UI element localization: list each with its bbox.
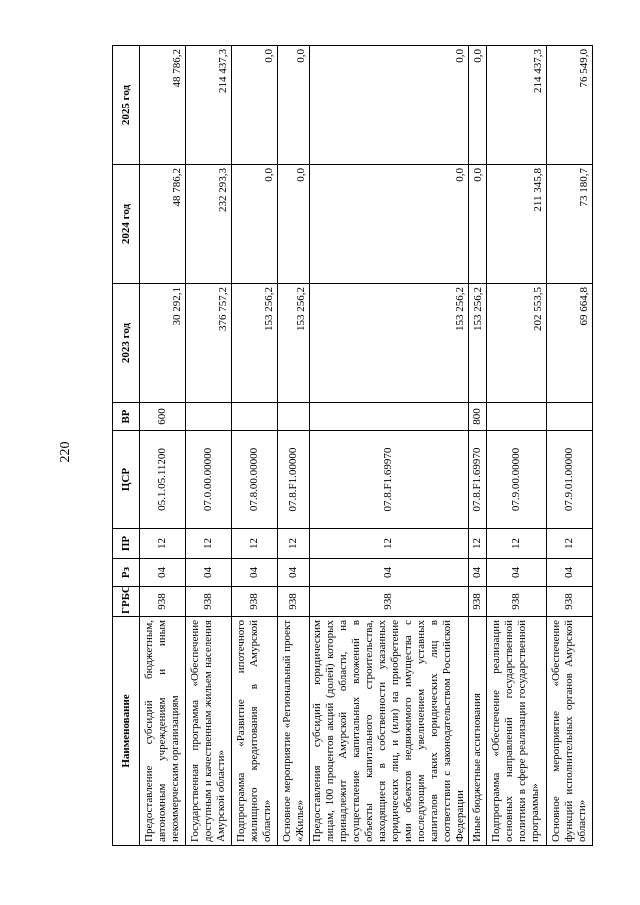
row-vr xyxy=(278,403,310,431)
row-2023: 30 292,1 xyxy=(140,284,186,403)
table-row xyxy=(186,46,232,846)
row-name: Основное мероприятие «Обеспечение функций исполнительных органов Амурской области» xyxy=(546,617,592,846)
row-rz: 04 xyxy=(232,559,278,587)
row-rz: 04 xyxy=(486,559,546,587)
table-row xyxy=(546,46,592,846)
row-2024: 0,0 xyxy=(468,165,486,284)
row-2023: 153 256,2 xyxy=(232,284,278,403)
header-csr: ЦСР xyxy=(113,431,140,529)
table-row xyxy=(468,46,486,846)
row-vr xyxy=(310,403,469,431)
budget-table-rotated xyxy=(112,46,590,846)
row-vr: 600 xyxy=(140,403,186,431)
table-body xyxy=(140,46,593,846)
row-grbs: 938 xyxy=(468,587,486,617)
header-2025: 2025 год xyxy=(113,46,140,165)
row-2024: 0,0 xyxy=(310,165,469,284)
header-2023: 2023 год xyxy=(113,284,140,403)
row-csr: 07.8.00.00000 xyxy=(232,431,278,529)
row-2025: 214 437,3 xyxy=(486,46,546,165)
row-csr: 07.8.F1.69970 xyxy=(310,431,469,529)
row-grbs: 938 xyxy=(232,587,278,617)
row-grbs: 938 xyxy=(486,587,546,617)
row-2025: 0,0 xyxy=(310,46,469,165)
header-pr: ПР xyxy=(113,529,140,559)
row-2023: 69 664,8 xyxy=(546,284,592,403)
row-2024: 232 293,3 xyxy=(186,165,232,284)
row-pr: 12 xyxy=(278,529,310,559)
header-grbs: ГРБС xyxy=(113,587,140,617)
row-grbs: 938 xyxy=(186,587,232,617)
table-row xyxy=(278,46,310,846)
row-vr xyxy=(486,403,546,431)
row-pr: 12 xyxy=(546,529,592,559)
row-vr: 800 xyxy=(468,403,486,431)
row-name: Подпрограмма «Развитие ипотечного жилищного кредитования в Амурской области» xyxy=(232,617,278,846)
row-grbs: 938 xyxy=(140,587,186,617)
row-2023: 153 256,2 xyxy=(278,284,310,403)
row-pr: 12 xyxy=(310,529,469,559)
row-2023: 202 553,5 xyxy=(486,284,546,403)
header-rz: Рз xyxy=(113,559,140,587)
row-rz: 04 xyxy=(278,559,310,587)
row-rz: 04 xyxy=(186,559,232,587)
page-number: 220 xyxy=(58,441,73,463)
table-row xyxy=(140,46,186,846)
row-pr: 12 xyxy=(232,529,278,559)
row-2025: 0,0 xyxy=(468,46,486,165)
row-name: Предоставление субсидий бюджетным, автономным учреждениям и иным некоммерческим организациям xyxy=(140,617,186,846)
row-vr xyxy=(546,403,592,431)
row-2023: 153 256,2 xyxy=(310,284,469,403)
row-pr: 12 xyxy=(486,529,546,559)
row-vr xyxy=(232,403,278,431)
row-name: Государственная программа «Обеспечение доступным и качественным жильем населения Амурской области» xyxy=(186,617,232,846)
header-name: Наименование xyxy=(113,617,140,846)
row-rz: 04 xyxy=(310,559,469,587)
header-vr: ВР xyxy=(113,403,140,431)
header-row xyxy=(113,46,140,846)
row-rz: 04 xyxy=(140,559,186,587)
table-row xyxy=(232,46,278,846)
row-2025: 0,0 xyxy=(232,46,278,165)
row-2025: 76 549,0 xyxy=(546,46,592,165)
row-grbs: 938 xyxy=(278,587,310,617)
row-2023: 376 757,2 xyxy=(186,284,232,403)
row-csr: 07.8.F1.00000 xyxy=(278,431,310,529)
row-name: Основное мероприятие «Региональный проект «Жилье» xyxy=(278,617,310,846)
table-row xyxy=(310,46,469,846)
row-rz: 04 xyxy=(546,559,592,587)
row-pr: 12 xyxy=(140,529,186,559)
row-name: Подпрограмма «Обеспечение реализации основных направлений государственной политики в сфере реализации государственной программы» xyxy=(486,617,546,846)
row-csr: 07.8.F1.69970 xyxy=(468,431,486,529)
row-2025: 0,0 xyxy=(278,46,310,165)
row-csr: 07.0.00.00000 xyxy=(186,431,232,529)
row-2024: 0,0 xyxy=(232,165,278,284)
budget-table xyxy=(112,45,593,846)
row-2025: 48 786,2 xyxy=(140,46,186,165)
row-2025: 214 437,3 xyxy=(186,46,232,165)
row-vr xyxy=(186,403,232,431)
row-csr: 07.9.01.00000 xyxy=(546,431,592,529)
row-2024: 211 345,8 xyxy=(486,165,546,284)
row-name: Предоставления субсидий юридическим лицам, 100 процентов акций (долей) которых принадлежит Амурской области, на осуществление капитальных вложений в объекты капитального строительства, находящиеся в собственности указанных юридических лиц, и (или) на приобретение ими объектов недвижимого имущества с последующим увеличением уставных капиталов таких юридических лиц в соответствии с законодательством Российской Федерации xyxy=(310,617,469,846)
row-grbs: 938 xyxy=(310,587,469,617)
row-csr: 07.9.00.00000 xyxy=(486,431,546,529)
row-name: Иные бюджетные ассигнования xyxy=(468,617,486,846)
row-pr: 12 xyxy=(468,529,486,559)
row-grbs: 938 xyxy=(546,587,592,617)
row-2023: 153 256,2 xyxy=(468,284,486,403)
header-2024: 2024 год xyxy=(113,165,140,284)
row-csr: 05.1.05.11200 xyxy=(140,431,186,529)
row-rz: 04 xyxy=(468,559,486,587)
table-row xyxy=(486,46,546,846)
row-2024: 73 180,7 xyxy=(546,165,592,284)
row-pr: 12 xyxy=(186,529,232,559)
row-2024: 48 786,2 xyxy=(140,165,186,284)
row-2024: 0,0 xyxy=(278,165,310,284)
